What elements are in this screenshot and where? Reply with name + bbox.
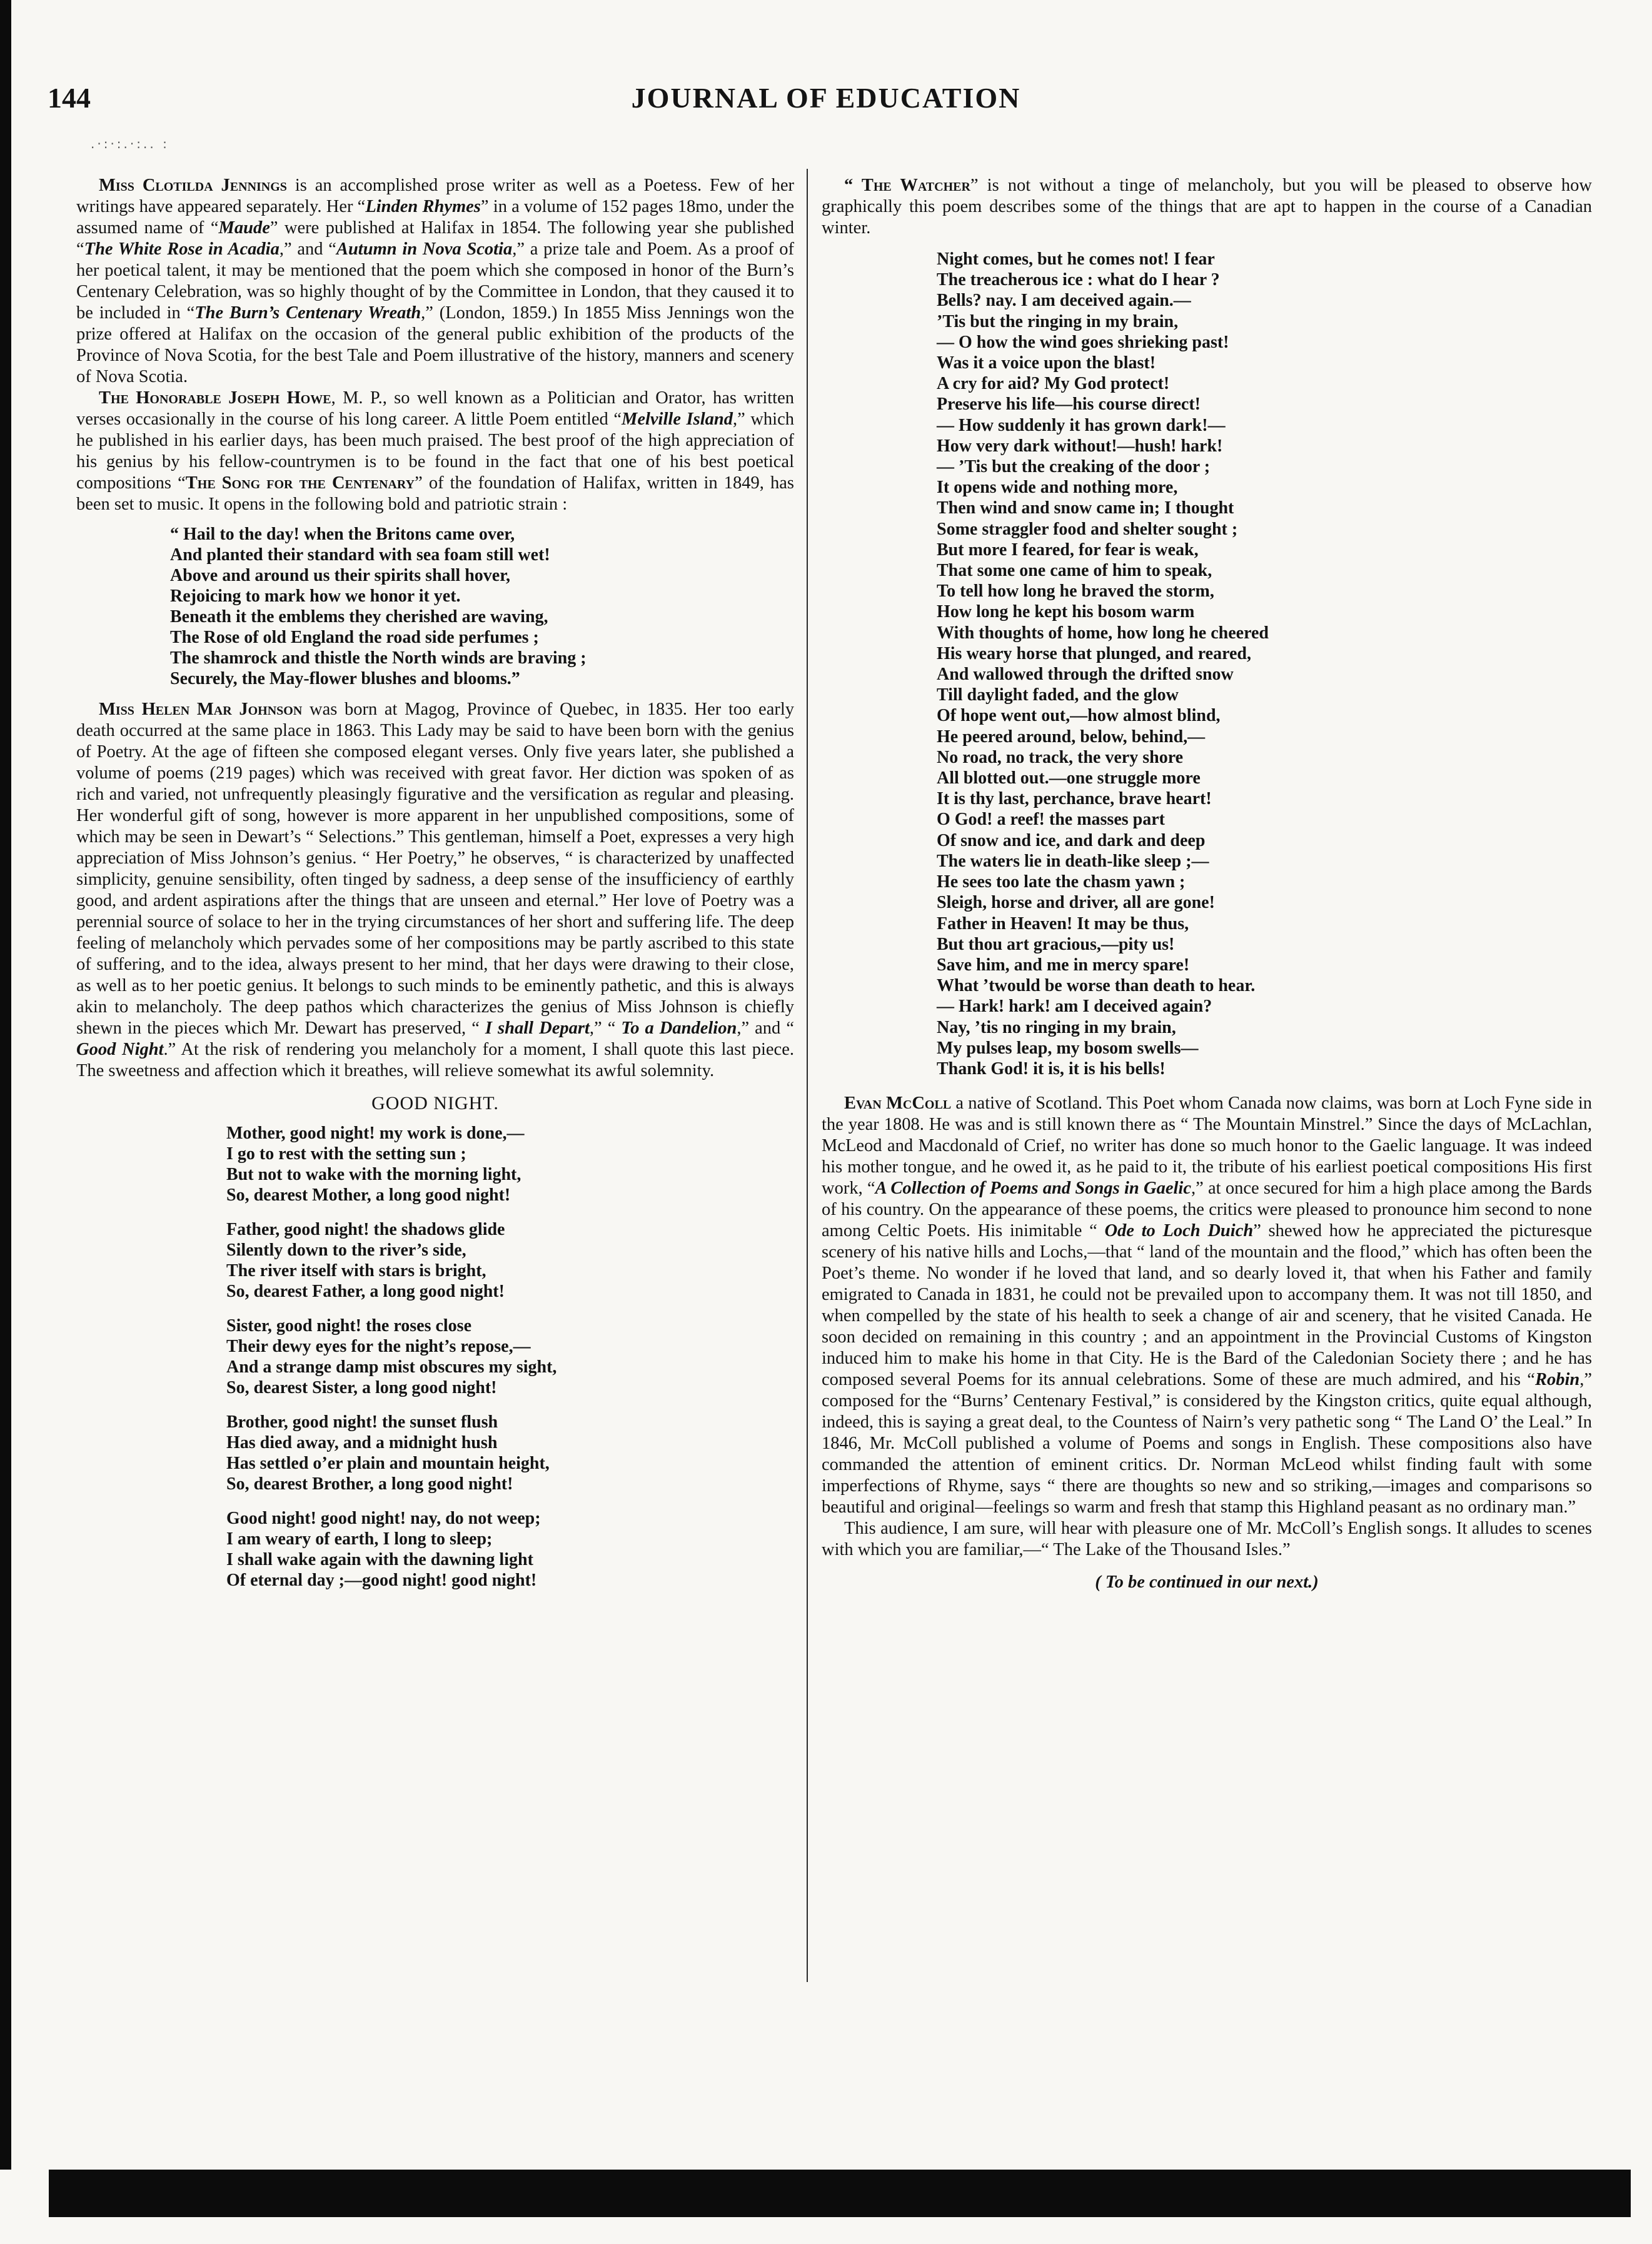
poem-line: So, dearest Father, a long good night! — [226, 1282, 505, 1301]
poem-line: But thou art gracious,—pity us! — [937, 934, 1175, 954]
poem-line: The river itself with stars is bright, — [226, 1261, 486, 1280]
poem-line: No road, no track, the very shore — [937, 747, 1184, 767]
left-column — [76, 175, 794, 1604]
poem-line: The waters lie in death-like sleep ;— — [937, 851, 1209, 871]
poem-line: Sister, good night! the roses close — [226, 1316, 471, 1336]
poem-line: Of eternal day ;—good night! good night! — [226, 1571, 537, 1590]
poem-line: It opens wide and nothing more, — [937, 478, 1178, 498]
poem-line: Of snow and ice, and dark and deep — [937, 830, 1206, 850]
right-column — [822, 175, 1592, 1593]
poem-line: Father, good night! the shadows glide — [226, 1220, 505, 1239]
poem-line: A cry for aid? My God protect! — [937, 374, 1170, 394]
poem-line: All blotted out.—one struggle more — [937, 768, 1201, 788]
poem-line: Their dewy eyes for the night’s repose,— — [226, 1337, 531, 1356]
poem-line: Till daylight faded, and the glow — [937, 685, 1179, 705]
poem-line: The Rose of old England the road side perfumes ; — [170, 628, 539, 647]
poem-line: What ’twould be worse than death to hear. — [937, 976, 1256, 996]
poem-line: — How suddenly it has grown dark!— — [937, 415, 1226, 435]
poem-line: He peered around, below, behind,— — [937, 727, 1206, 747]
poem-line: The shamrock and thistle the North winds are braving ; — [170, 648, 587, 668]
paragraph-mccoll: Evan McColl a native of Scotland. This Poet whom Canada now claims, was born at Loch Fyne side in the year 1808. He was and is still known there as “ The Mountain Minstrel.” Since the days of McLachlan, McLeod and Macdonald of Crief, no writer has done so much honor to the Gaelic language. It was indeed his mother tongue, and he owed it, as he paid to it, the tribute of his earliest poetical compositions His first work, “A Collection of Poems and Songs in Gaelic,” at once secured for him a high place among the Bards of his country. On the appearance of these poems, the critics were pleased to pronounce him second to none among Celtic Poets. His inimitable “ Ode to Loch Duich” shewed how he appreciated the picturesque scenery of his native hills and Lochs,—that “ land of the mountain and the flood,” which has often been the Poet’s theme. No wonder if he loved that land, and so dearly loved it, that when his Father and family emigrated to Canada in 1831, he could not be prevailed upon to accompany them. It was not till 1850, and when compelled by the state of his health to seek a change of air and scenery, that he visited Canada. He soon decided on remaining in this country ; and an appointment in the Provincial Customs of Kingston induced him to make his home in that City. He is the Bard of the Caledonian Society there ; and he has composed several Poems for its annual celebrations. Some of these are much admired, and his “Robin,” composed for the “Burns’ Centenary Festival,” is considered by the Kingston critics, quite equal although, indeed, this is saying a great deal, to the Countess of Nairn’s very pathetic song “ The Land O’ the Leal.” In 1846, Mr. McColl published a volume of Poems and songs in English. These compositions also have commanded the attention of eminent critics. Dr. Norman McLeod whilst finding fault with some imperfections of Rhyme, says “ there are thoughts so new and so striking,—images and comparisons so beautiful and original—feelings so warm and fresh that stamp this Highland peasant as no ordinary man.” — [822, 1094, 1592, 1517]
poem-line: How long he kept his bosom warm — [937, 602, 1195, 622]
poem-line: “ Hail to the day! when the Britons came over, — [170, 525, 515, 544]
poem-stanza — [226, 1316, 794, 1398]
poem-line: — O how the wind goes shrieking past! — [937, 332, 1229, 352]
poem-line: Bells? nay. I am deceived again.— — [937, 291, 1191, 311]
poem-line: The treacherous ice : what do I hear ? — [937, 270, 1220, 290]
continued-note: ( To be continued in our next.) — [1095, 1572, 1319, 1592]
poem-line: Has settled o’er plain and mountain height, — [226, 1454, 550, 1473]
poem-line: — ’Tis but the creaking of the door ; — [937, 457, 1211, 477]
poem-line: Then wind and snow came in; I thought — [937, 498, 1234, 518]
poem-line: I shall wake again with the dawning light — [226, 1550, 533, 1569]
page-number: 144 — [48, 82, 91, 114]
poem-line: Good night! good night! nay, do not weep; — [226, 1509, 541, 1528]
poem-line: Securely, the May-flower blushes and blooms.” — [170, 669, 520, 688]
poem-stanza — [226, 1219, 794, 1302]
poem-line: Sleigh, horse and driver, all are gone! — [937, 893, 1215, 913]
poem-line: O God! a reef! the masses part — [937, 810, 1165, 830]
poem-line: Of hope went out,—how almost blind, — [937, 706, 1221, 726]
paragraph-watcher-intro: “ The Watcher” is not without a tinge of melancholy, but you will be pleased to observe how graphically this poem describes some of the things that are apt to happen in the course of a Canadian winter. — [822, 176, 1592, 238]
poem-line: And planted their standard with sea foam still wet! — [170, 545, 550, 565]
poem-line: Some straggler food and shelter sought ; — [937, 519, 1238, 539]
poem-line: So, dearest Mother, a long good night! — [226, 1185, 511, 1205]
poem-line: To tell how long he braved the storm, — [937, 581, 1214, 601]
poem-line: So, dearest Brother, a long good night! — [226, 1474, 513, 1494]
good-night-poem — [76, 1093, 794, 1591]
poem-line: But not to wake with the morning light, — [226, 1165, 521, 1184]
poem-line: Has died away, and a midnight hush — [226, 1433, 498, 1452]
poem-line: I am weary of earth, I long to sleep; — [226, 1529, 493, 1549]
poem-line: Brother, good night! the sunset flush — [226, 1412, 498, 1432]
poem-line: Was it a voice upon the blast! — [937, 353, 1156, 373]
page-header — [0, 81, 1652, 131]
paragraph-howe: The Honorable Joseph Howe, M. P., so well known as a Politician and Orator, has written verses occasionally in the course of his long career. A little Poem entitled “Melville Island,” which he published in his earlier days, has been much praised. The best proof of the high appreciation of his genius by his fellow-countrymen is to be found in the fact that one of his best poetical compositions “The Song for the Centenary” of the foundation of Halifax, written in 1849, has been set to music. It opens in the following bold and patriotic strain : — [76, 388, 794, 514]
poem-line: Above and around us their spirits shall hover, — [170, 566, 511, 585]
poem-title: GOOD NIGHT. — [371, 1093, 499, 1114]
paragraph-johnson: Miss Helen Mar Johnson was born at Magog, Province of Quebec, in 1835. Her too early death occurred at the same place in 1863. This Lady may be said to have been born with the genius of Poetry. At the age of fifteen she composed elegant verses. Only five years later, she published a volume of poems (219 pages) which was received with great favor. Her diction was spoken of as rich and varied, not unfrequently pleasingly figurative and the versification as regular and pleasing. Her wonderful gift of song, however is more apparent in her unpublished compositions, some of which may be seen in Dewart’s “ Selections.” This gentleman, himself a Poet, expresses a very high appreciation of Miss Johnson’s genius. “ Her Poetry,” he observes, “ is characterized by unaffected simplicity, genuine sensibility, often tinged by sadness, a deep sense of the insufficiency of earthly good, and ardent aspirations after the things that are unseen and eternal.” Her love of Poetry was a perennial source of solace to her in the trying circumstances of her short and suffering life. The deep feeling of melancholy which pervades some of her compositions may be partly ascribed to this state of suffering, and to the idea, always present to her mind, that her days were drawing to their close, as well as to her poetic genius. It belongs to such minds to be eminently pathetic, and this is always akin to melancholy. The deep pathos which characterizes the genius of Miss Johnson is chiefly shewn in the pieces which Mr. Dewart has preserved, “ I shall Depart,” “ To a Dandelion,” and “ Good Night.” At the risk of rendering you melancholy for a moment, I shall quote this last piece. The sweetness and affection which it breathes, will relieve somewhat its awful solemnity. — [76, 700, 795, 1080]
poem-line: Nay, ’tis no ringing in my brain, — [937, 1017, 1176, 1037]
column-divider — [807, 169, 808, 1982]
poem-line: Save him, and me in mercy spare! — [937, 955, 1190, 975]
watcher-poem — [937, 249, 1592, 1079]
poem-line: And wallowed through the drifted snow — [937, 665, 1234, 685]
poem-line: Mother, good night! my work is done,— — [226, 1124, 525, 1143]
left-scan-border — [0, 0, 11, 2170]
poem-line: He sees too late the chasm yawn ; — [937, 872, 1186, 892]
poem-line: ’Tis but the ringing in my brain, — [937, 311, 1179, 331]
poem-line: I go to rest with the setting sun ; — [226, 1144, 466, 1164]
poem-line: Silently down to the river’s side, — [226, 1240, 466, 1260]
poem-line: But more I feared, for fear is weak, — [937, 540, 1199, 560]
howe-poem — [170, 524, 794, 689]
poem-stanza — [226, 1508, 794, 1591]
header-rule-marks: .·:·:.·:.. : — [91, 136, 169, 151]
poem-line: His weary horse that plunged, and reared, — [937, 643, 1251, 663]
poem-line: Rejoicing to mark how we honor it yet. — [170, 586, 461, 606]
poem-line: Beneath it the emblems they cherished are waving, — [170, 607, 548, 626]
bottom-scan-border — [49, 2170, 1631, 2217]
poem-stanza — [226, 1123, 794, 1205]
poem-line: How very dark without!—hush! hark! — [937, 436, 1223, 456]
poem-line: Thank God! it is, it is his bells! — [937, 1059, 1166, 1079]
poem-stanza — [226, 1412, 794, 1494]
paragraph-jennings: Miss Clotilda Jennings is an accomplished prose writer as well as a Poetess. Few of her writings have appeared separately. Her “Linden Rhymes” in a volume of 152 pages 18mo, under the assumed name of “Maude” were published at Halifax in 1854. The following year she published “The White Rose in Acadia,” and “Autumn in Nova Scotia,” a prize tale and Poem. As a proof of her poetical talent, it may be mentioned that the poem which she composed in honor of the Burn’s Centenary Celebration, was so highly thought of by the Committee in London, that they caused it to be included in “The Burn’s Centenary Wreath,” (London, 1859.) In 1855 Miss Jennings won the prize offered at Halifax on the occasion of the general public exhibition of the products of the Province of Nova Scotia, for the best Tale and Poem illustrative of the history, manners and scenery of Nova Scotia. — [76, 176, 795, 386]
poem-line: That some one came of him to speak, — [937, 561, 1212, 581]
poem-line: With thoughts of home, how long he cheered — [937, 623, 1269, 643]
poem-line: Preserve his life—his course direct! — [937, 395, 1201, 415]
poem-line: Night comes, but he comes not! I fear — [937, 249, 1215, 269]
poem-line: So, dearest Sister, a long good night! — [226, 1378, 497, 1397]
poem-line: And a strange damp mist obscures my sight, — [226, 1357, 557, 1377]
poem-line: — Hark! hark! am I deceived again? — [937, 997, 1212, 1017]
poem-line: Father in Heaven! It may be thus, — [937, 913, 1189, 933]
poem-line: My pulses leap, my bosom swells— — [937, 1038, 1199, 1058]
poem-line: It is thy last, perchance, brave heart! — [937, 789, 1212, 809]
paragraph-closing: This audience, I am sure, will hear with pleasure one of Mr. McColl’s English songs. It alludes to scenes with which you are familiar,—“ The Lake of the Thousand Isles.” — [822, 1519, 1592, 1560]
journal-title: JOURNAL OF EDUCATION — [631, 82, 1021, 114]
